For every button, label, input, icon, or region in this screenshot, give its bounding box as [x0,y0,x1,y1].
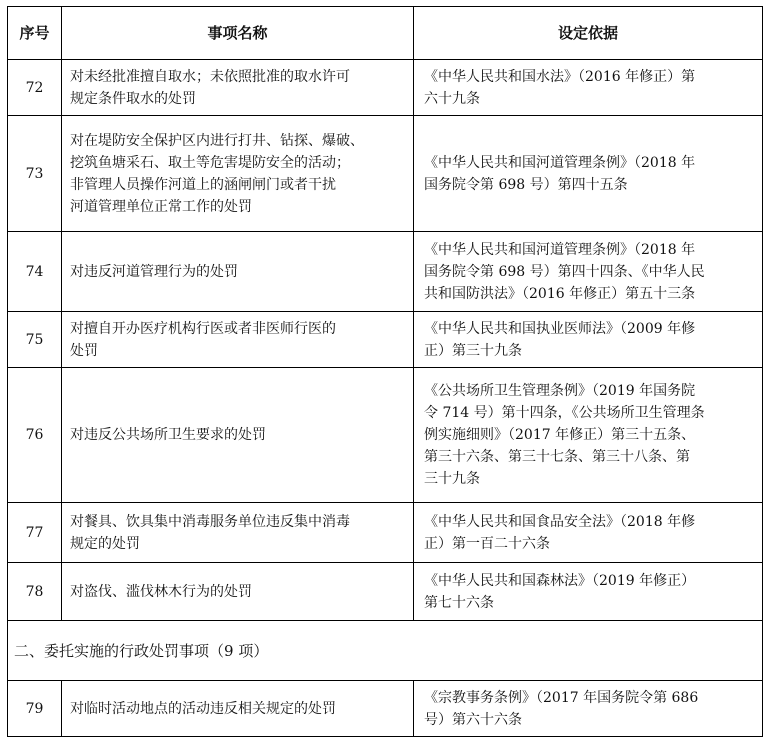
regulation-table-document [7,6,763,737]
row-number: 73 [8,116,62,232]
text-line: 对临时活动地点的活动违反相关规定的处罚 [70,700,336,717]
text-line: 令 714 号）第十四条，《公共场所卫生管理条 [424,405,705,421]
text-line: 国务院令第 698 号）第四十五条 [424,176,628,193]
table-row [8,232,763,312]
header-legal-basis: 设定依据 [414,7,763,60]
section-heading: 二、委托实施的行政处罚事项（9 项） [8,621,763,681]
item-name [62,232,414,312]
legal-basis [414,312,763,368]
item-name [62,116,414,232]
text-line: 河道管理单位正常工作的处罚 [70,198,252,215]
header-no: 序号 [8,7,62,60]
header-item-name: 事项名称 [62,7,414,60]
text-line: 《中华人民共和国食品安全法》（2018 年修 [424,513,696,530]
table-row [8,563,763,621]
text-line: 正）第一百二十六条 [424,535,550,552]
text-line: 对餐具、饮具集中消毒服务单位违反集中消毒 [70,513,350,530]
text-line: 正）第三十九条 [424,342,522,359]
table-row [8,368,763,503]
table-row [8,312,763,368]
legal-basis [414,368,763,503]
row-number: 78 [8,563,62,621]
text-line: 六十九条 [424,90,480,107]
item-name [62,368,414,503]
row-number: 77 [8,503,62,563]
table-row [8,681,763,737]
table-row [8,60,763,116]
text-line: 处罚 [70,342,98,359]
text-line: 号）第六十六条 [424,711,522,728]
text-line: 《中华人民共和国河道管理条例》（2018 年 [424,241,696,258]
legal-basis [414,503,763,563]
text-line: 三十九条 [424,471,480,487]
row-number: 75 [8,312,62,368]
text-line: 对违反河道管理行为的处罚 [70,263,238,280]
text-line: 第七十六条 [424,594,494,611]
text-line: 挖筑鱼塘采石、取土等危害堤防安全的活动； [70,154,350,171]
text-line: 《中华人民共和国水法》（2016 年修正）第 [424,68,696,85]
table-row [8,116,763,232]
text-line: 对未经批准擅自取水；未依照批准的取水许可 [70,68,350,85]
row-number: 79 [8,681,62,737]
item-name [62,563,414,621]
text-line: 共和国防洪法》（2016 年修正）第五十三条 [424,285,696,302]
text-line: 《中华人民共和国执业医师法》（2009 年修 [424,320,696,337]
legal-basis [414,681,763,737]
text-line: 对违反公共场所卫生要求的处罚 [70,427,266,443]
text-line: 对盗伐、滥伐林木行为的处罚 [70,583,252,600]
text-line: 《公共场所卫生管理条例》（2019 年国务院 [424,383,696,399]
text-line: 对在堤防安全保护区内进行打井、钻探、爆破、 [70,132,364,149]
text-line: 第三十六条、第三十七条、第三十八条、第 [424,449,690,465]
item-name [62,312,414,368]
row-number: 74 [8,232,62,312]
legal-basis [414,232,763,312]
text-line: 国务院令第 698 号）第四十四条、《中华人民 [424,263,705,280]
text-line: 例实施细则》（2017 年修正）第三十五条、 [424,427,696,443]
text-line: 《中华人民共和国森林法》（2019 年修正） [424,572,696,589]
row-number: 76 [8,368,62,503]
text-line: 规定的处罚 [70,535,140,552]
legal-basis [414,563,763,621]
penalty-items-table [7,6,763,737]
text-line: 《宗教事务条例》（2017 年国务院令第 686 [424,689,699,706]
text-line: 规定条件取水的处罚 [70,90,196,107]
item-name [62,503,414,563]
legal-basis [414,60,763,116]
row-number: 72 [8,60,62,116]
item-name [62,60,414,116]
section-heading-row [8,621,763,681]
text-line: 非管理人员操作河道上的涵闸闸门或者干扰 [70,176,336,193]
text-line: 对擅自开办医疗机构行医或者非医师行医的 [70,320,336,337]
item-name [62,681,414,737]
table-row [8,503,763,563]
legal-basis [414,116,763,232]
text-line: 《中华人民共和国河道管理条例》（2018 年 [424,154,696,171]
table-header-row [8,7,763,60]
